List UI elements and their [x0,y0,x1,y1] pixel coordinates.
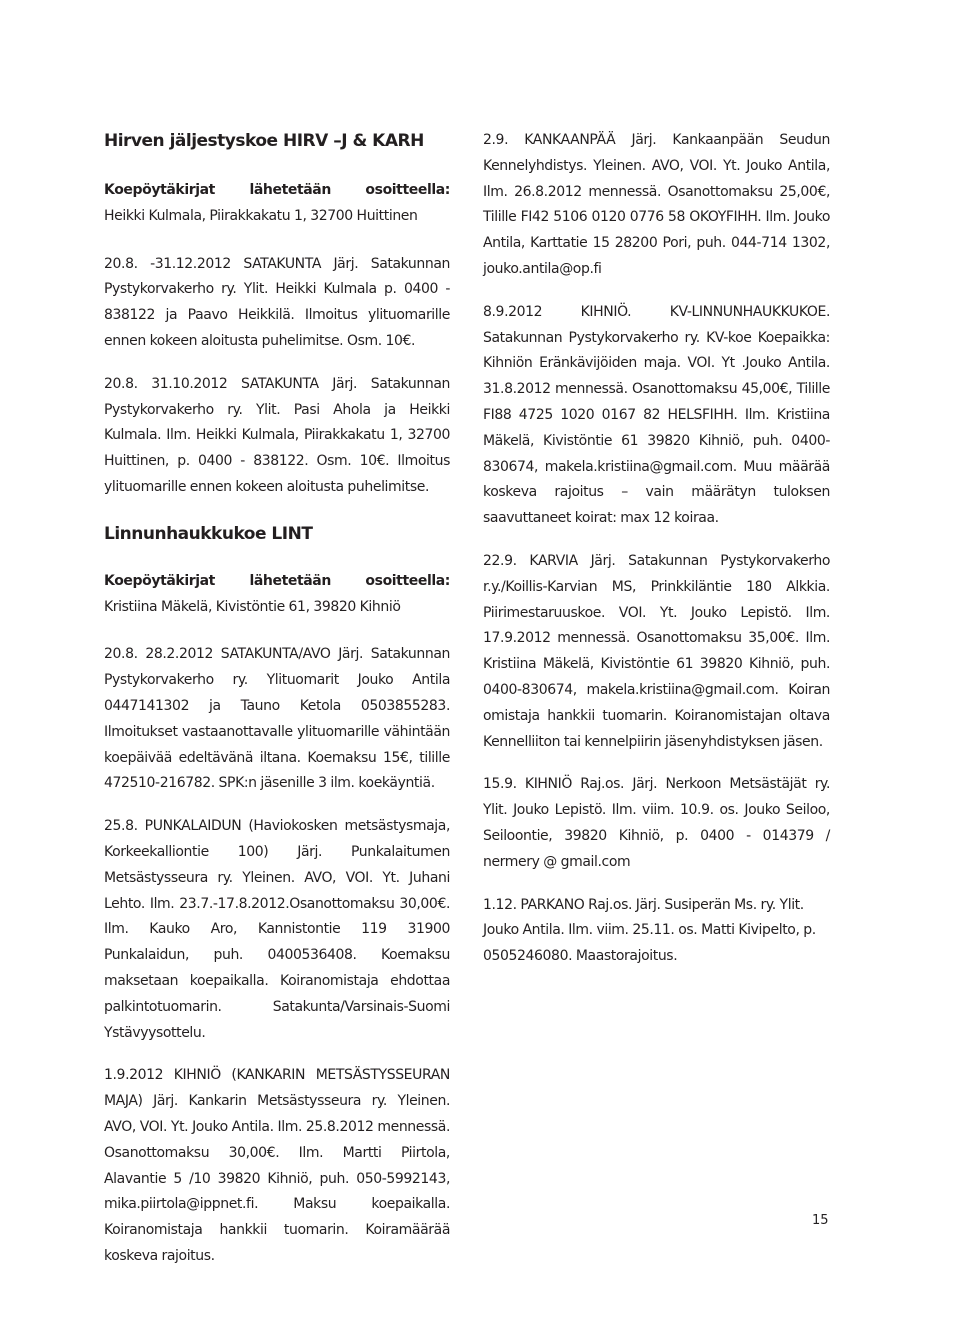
lint-address-label: Koepöytäkirjat lähetetään osoitteella: [104,572,450,589]
hirv-address-label: Koepöytäkirjat lähetetään osoitteella: [104,182,450,198]
section-heading-lint: Linnunhaukkukoe LINT [104,523,313,544]
left-column [104,128,450,1287]
lint-address-block [104,569,450,621]
lint-address: Kristiina Mäkelä, Kivistöntie 61, 39820 Kihniö [104,598,401,615]
lint-event: 22.9. KARVIA Järj. Satakunnan Pystykorvakerho r.y./Koillis-Karvian MS, Prinkkiläntie 180 Alkkia. Piirimestaruuskoe. VOI. Yt. Jouko Lepistö. Ilm. 17.9.2012 mennessä. Osanottomaksu 35,00€. Ilm. Kristiina Mäkelä, Kivistöntie 61 39820 Kihniö, puh. 0400-830674, makela.kristiina@gmail.com. Koiran omistaja hankkii tuomarin. Koiranomistajan oltava Kennelliiton tai kennelpiirin jäsenyhdistyksen jäsen. [483,552,830,750]
hirv-address: Heikki Kulmala, Piirakkakatu 1, 32700 Huittinen [104,207,418,224]
lint-event: 25.8. PUNKALAIDUN (Haviokosken metsästysmaja, Korkeekalliontie 100) Järj. Punkalaitumen Metsästysseura ry. Yleinen. AVO, VOI. Yt. Juhani Lehto. Ilm. 23.7.-17.8.2012.Osanottomaksu 30,00€. Ilm. Kauko Aro, Kannistontie 119 31900 Punkalaidun, puh. 0400536408. Koemaksu maksetaan koepaikalla. Koiranomistaja ehdottaa palkintotuomarin. Satakunta/Varsinais-Suomi Ystävyysottelu. [104,818,450,1041]
lint-event: 8.9.2012 KIHNIÖ. KV-LINNUNHAUKKUKOE. Satakunnan Pystykorvakerho ry. KV-koe Koepaikka: Kihniön Eränkävijöiden maja. VOI. Yt .Jouko Antila. 31.8.2012 mennessä. Osanottomaksu 45,00€, Tilille FI88 4725 1020 0167 82 HELSFIHH. Ilm. Kristiina Mäkelä, Kivistöntie 61 39820 Kihniö, puh. 0400-830674, makela.kristiina@gmail.com. Muu määrää koskeva rajoitus – vain määrätyn tuloksen saavuttaneet koirat: max 12 koiraa. [483,303,830,527]
page-number: 15 [812,1213,829,1228]
hirv-address-block [104,178,450,230]
section-heading-hirv: Hirven jäljestyskoe HIRV –J & KARH [104,131,424,151]
lint-event: 15.9. KIHNIÖ Raj.os. Järj. Nerkoon Metsästäjät ry. Ylit. Jouko Lepistö. Ilm. viim. 10.9. os. Jouko Seiloo, Seiloontie, 39820 Kihniö, p. 0400 - 014379 / nermery @ gmail.com [483,776,830,870]
lint-event: 1.9.2012 KIHNIÖ (KANKARIN METSÄSTYSSEURAN MAJA) Järj. Kankarin Metsästysseura ry. Yleinen. AVO, VOI. Yt. Jouko Antila. Ilm. 25.8.2012 mennessä. Osanottomaksu 30,00€. Ilm. Martti Piirtola, Alavantie 5 /10 39820 Kihniö, puh. 050-5992143, mika.piirtola@ippnet.fi. Maksu koepaikalla. Koiranomistaja hankkii tuomarin. Koiramäärää koskeva rajoitus. [104,1067,450,1264]
right-column [483,128,830,987]
lint-event: 1.12. PARKANO Raj.os. Järj. Susiperän Ms. ry. Ylit. Jouko Antila. Ilm. viim. 25.11. os. Matti Kivipelto, p. 0505246080. Maastorajoitus. [483,896,816,965]
lint-event: 20.8. 28.2.2012 SATAKUNTA/AVO Järj. Satakunnan Pystykorvakerho ry. Ylituomarit Jouko Antila 0447141302 ja Tauno Ketola 0503855283. Ilmoitukset vastaanottavalle ylituomarille vähintään koepäivää edeltävänä iltana. Koemaksu 15€, tilille 472510-216782. SPK:n jäsenille 3 ilm. koekäyntiä. [104,646,450,792]
hirv-event: 20.8. -31.12.2012 SATAKUNTA Järj. Satakunnan Pystykorvakerho ry. Ylit. Heikki Kulmala p. 0400 - 838122 ja Paavo Heikkilä. Ilmoitus ylituomarille ennen kokeen aloitusta puhelimitse. Osm. 10€. [104,255,450,349]
lint-event: 2.9. KANKAANPÄÄ Järj. Kankaanpään Seudun Kennelyhdistys. Yleinen. AVO, VOI. Yt. Jouko Antila, Ilm. 26.8.2012 mennessä. Osanottomaksu 25,00€, Tilille FI42 5106 0120 0776 58 OKOYFIHH. Ilm. Jouko Antila, Karttatie 15 28200 Pori, puh. 044-714 1302, jouko.antila@op.fi [483,132,830,277]
hirv-event: 20.8. 31.10.2012 SATAKUNTA Järj. Satakunnan Pystykorvakerho ry. Ylit. Pasi Ahola ja Heikki Kulmala. Ilm. Heikki Kulmala, Piirakkakatu 1, 32700 Huittinen, p. 0400 - 838122. Osm. 10€. Ilmoitus ylituomarille ennen kokeen aloitusta puhelimitse. [104,375,450,495]
